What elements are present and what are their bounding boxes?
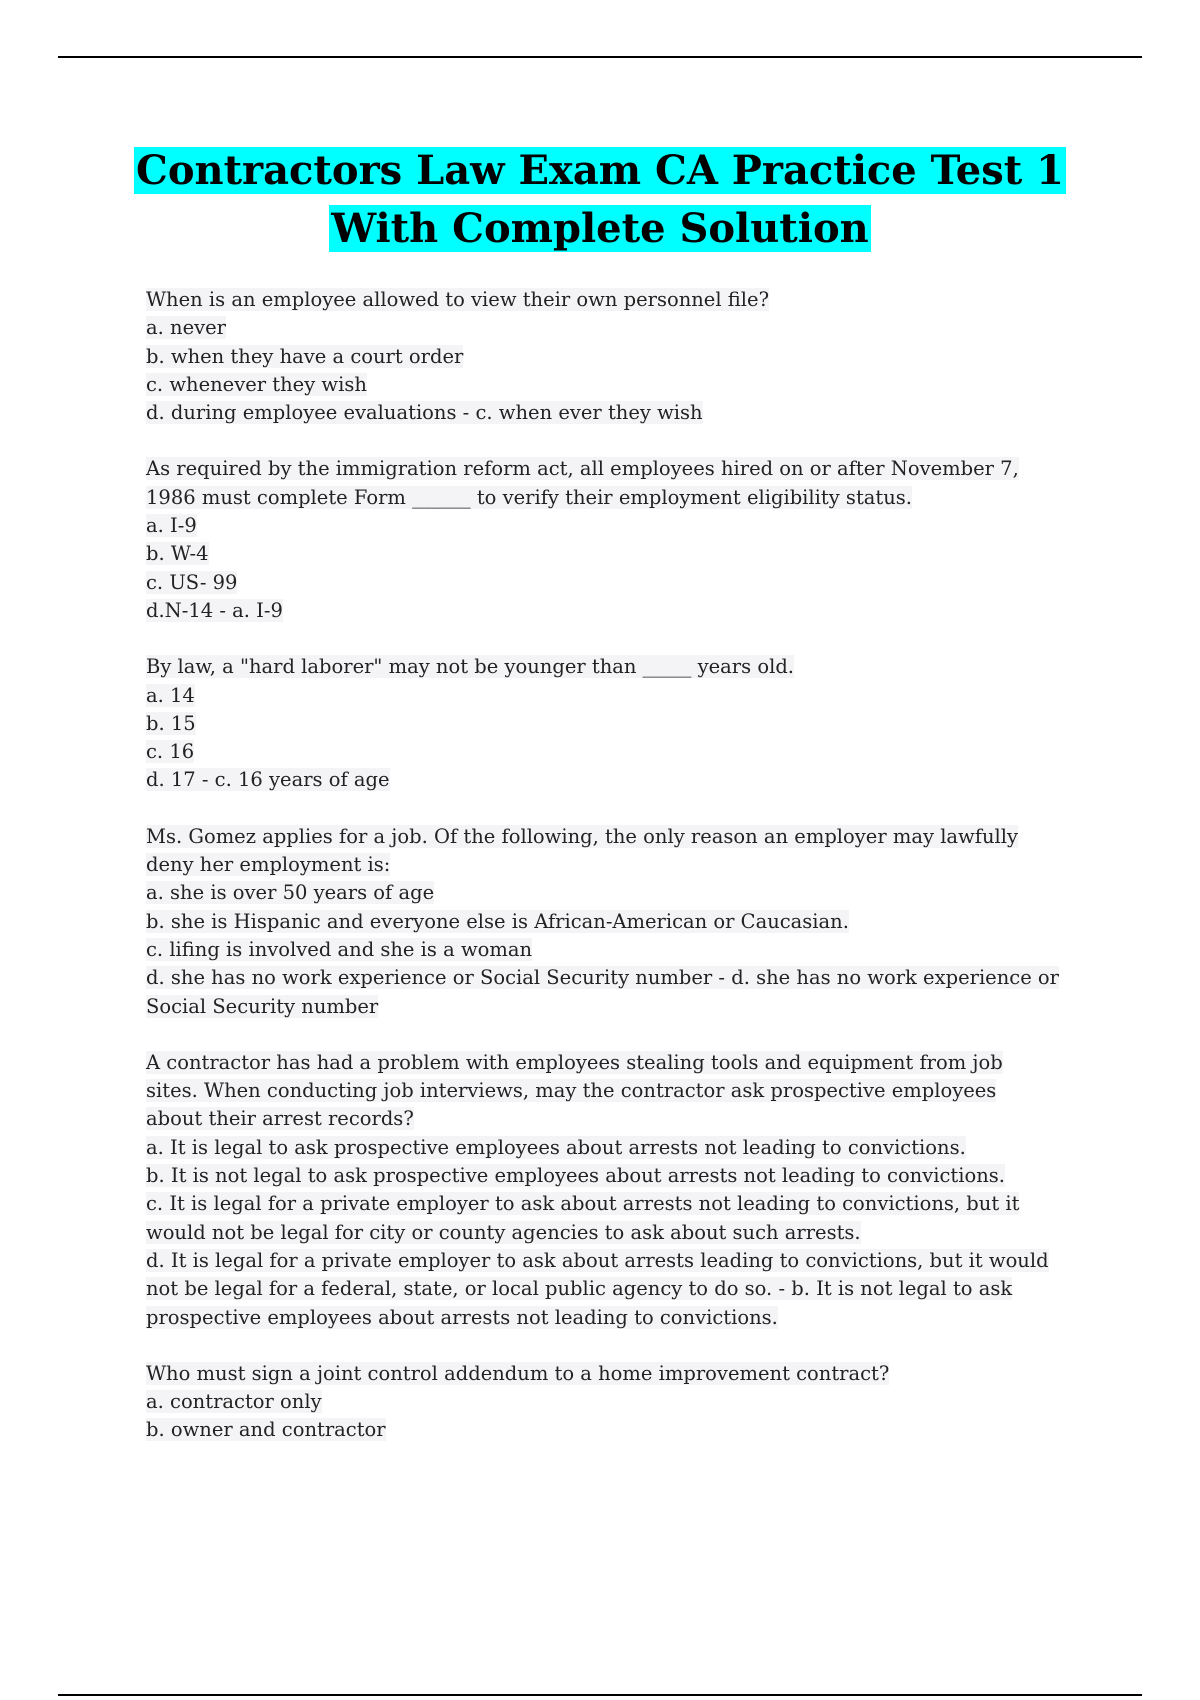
bottom-rule	[58, 1694, 1142, 1696]
question-line	[146, 682, 1096, 710]
question-line-text: b. W-4	[146, 542, 209, 566]
question-line-text: By law, a "hard laborer" may not be younger than _____ years old.	[146, 655, 794, 679]
question-line-text: c. 16	[146, 740, 195, 764]
question-line	[146, 371, 1096, 399]
question-line-text: prospective employees about arrests not leading to convictions.	[146, 1305, 778, 1329]
question-line-text: c. It is legal for a private employer to ask about arrests not leading to convictions, but it	[146, 1192, 1020, 1216]
question-line-text: not be legal for a federal, state, or local public agency to do so. - b. It is not legal to ask	[146, 1277, 1013, 1301]
question-line	[146, 569, 1096, 597]
question-line	[146, 653, 1096, 681]
question-line-text: b. owner and contractor	[146, 1418, 386, 1442]
question-line-text: When is an employee allowed to view their own personnel file?	[146, 288, 770, 311]
question-line	[146, 908, 1096, 936]
question-line-text: c. US- 99	[146, 570, 238, 594]
question-line	[146, 1360, 1096, 1388]
question-line	[146, 879, 1096, 907]
question-line	[146, 1105, 1096, 1133]
question-line-text: a. It is legal to ask prospective employees about arrests not leading to convictions.	[146, 1135, 966, 1159]
question-line-text: c. whenever they wish	[146, 372, 367, 396]
question-line	[146, 1134, 1096, 1162]
question-line-text: a. she is over 50 years of age	[146, 881, 435, 905]
question-line-text: d. during employee evaluations - c. when ever they wish	[146, 401, 703, 425]
question-line	[146, 851, 1096, 879]
title-line-2-text: With Complete Solution	[331, 205, 869, 252]
top-rule	[58, 56, 1142, 58]
question-line	[146, 343, 1096, 371]
question-line	[146, 738, 1096, 766]
question-line	[146, 286, 1096, 314]
question-block	[146, 823, 1096, 1021]
title-line-1-text: Contractors Law Exam CA Practice Test 1	[135, 147, 1064, 194]
question-line	[146, 597, 1096, 625]
question-line-text: about their arrest records?	[146, 1107, 414, 1131]
question-line-text: c. lifing is involved and she is a woman	[146, 937, 533, 961]
question-line-text: would not be legal for city or county agencies to ask about such arrests.	[146, 1220, 861, 1244]
question-line	[146, 512, 1096, 540]
question-line-text: b. It is not legal to ask prospective employees about arrests not leading to convictions.	[146, 1164, 1005, 1188]
question-line-text: a. I-9	[146, 514, 197, 538]
question-line	[146, 1416, 1096, 1444]
question-line-text: a. 14	[146, 683, 195, 707]
question-line	[146, 1275, 1096, 1303]
question-line-text: A contractor has had a problem with employees stealing tools and equipment from job	[146, 1050, 1003, 1074]
question-line	[146, 1304, 1096, 1332]
document-title	[0, 142, 1200, 258]
question-line-text: Who must sign a joint control addendum to a home improvement contract?	[146, 1361, 890, 1385]
question-line	[146, 1388, 1096, 1416]
question-line	[146, 710, 1096, 738]
title-line-2	[0, 200, 1200, 258]
question-block	[146, 1360, 1096, 1445]
question-line-text: d.N-14 - a. I-9	[146, 598, 283, 622]
question-line-text: d. she has no work experience or Social Security number - d. she has no work experience or	[146, 966, 1059, 990]
question-line	[146, 314, 1096, 342]
question-line	[146, 936, 1096, 964]
question-line	[146, 1077, 1096, 1105]
question-block	[146, 286, 1096, 427]
question-line	[146, 1162, 1096, 1190]
question-line-text: deny her employment is:	[146, 853, 391, 877]
question-line-text: d. It is legal for a private employer to ask about arrests leading to convictions, but it would	[146, 1248, 1049, 1272]
question-line-text: d. 17 - c. 16 years of age	[146, 768, 390, 792]
title-line-1	[0, 142, 1200, 200]
question-line	[146, 1190, 1096, 1218]
question-line	[146, 484, 1096, 512]
question-line	[146, 993, 1096, 1021]
question-line	[146, 1247, 1096, 1275]
question-line	[146, 455, 1096, 483]
question-line	[146, 964, 1096, 992]
question-line-text: a. contractor only	[146, 1390, 322, 1414]
question-line-text: As required by the immigration reform act, all employees hired on or after November 7,	[146, 457, 1019, 481]
question-line-text: b. she is Hispanic and everyone else is African-American or Caucasian.	[146, 909, 849, 933]
question-line-text: Social Security number	[146, 994, 379, 1018]
question-line	[146, 1049, 1096, 1077]
question-block	[146, 455, 1096, 625]
question-block	[146, 653, 1096, 794]
question-line-text: Ms. Gomez applies for a job. Of the following, the only reason an employer may lawfully	[146, 824, 1019, 848]
question-line-text: 1986 must complete Form ______ to verify their employment eligibility status.	[146, 485, 913, 509]
question-line-text: b. 15	[146, 711, 196, 735]
document-body	[146, 286, 1096, 1473]
question-line-text: a. never	[146, 316, 226, 340]
question-line	[146, 823, 1096, 851]
question-line	[146, 1219, 1096, 1247]
question-line	[146, 399, 1096, 427]
question-block	[146, 1049, 1096, 1332]
question-line-text: sites. When conducting job interviews, may the contractor ask prospective employees	[146, 1079, 997, 1103]
question-line-text: b. when they have a court order	[146, 344, 464, 368]
question-line	[146, 540, 1096, 568]
question-line	[146, 766, 1096, 794]
